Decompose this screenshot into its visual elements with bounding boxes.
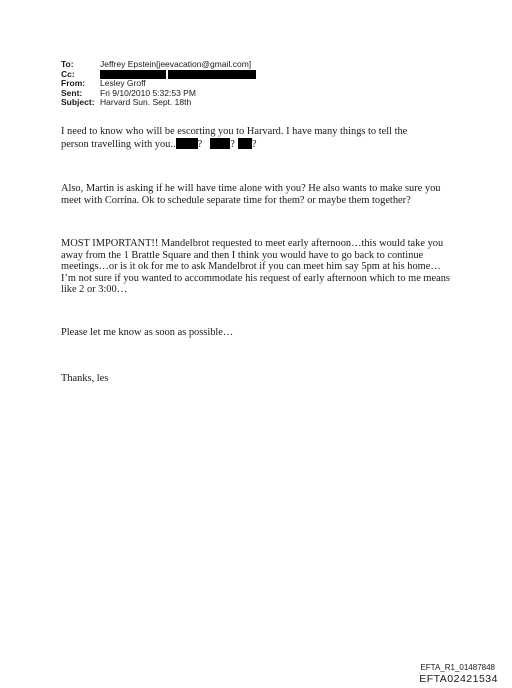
subject-value: Harvard Sun. Sept. 18th [100,97,192,108]
p1-q3: ? [251,138,257,150]
subject-label: Subject: [61,97,95,108]
to-label: To: [61,59,74,69]
cc-row [61,70,256,80]
sent-label: Sent: [61,87,83,98]
p5-text: Thanks, les [61,373,109,384]
to-value[interactable]: Jeffrey Epstein[jeevacation@gmail.com] [100,59,252,69]
from-value: Lesley Groff [100,78,146,89]
p3-text: MOST IMPORTANT!! Mandelbrot requested to meet early afternoon…this would take you away from the 1 Brattle Square and then I think you would have to go back to continue meetings…or is it ok for me to ask Mandelbrot if you can meet him say 5pm at his home…I’m not sure if you wanted to accommodate his request of early afternoon which to me means like 2 or 3:00… [61,238,450,296]
sent-value: Fri 9/10/2010 5:32:53 PM [100,87,196,98]
p1-text: I need to know who will be escorting you to Harvard. I have many things to tell the person travelling with you.. [61,126,408,150]
email-header [61,60,256,108]
cc-redaction-2 [168,70,256,79]
paragraph-1 [61,126,431,150]
bates-number-2: EFTA02421534 [419,673,498,685]
p4-text: Please let me know as soon as possible… [61,327,234,338]
p2-text: Also, Martin is asking if he will have time alone with you? He also wants to make sure you meet with Corrina. Ok to schedule separate time for them? or maybe them together? [61,183,441,206]
paragraph-5 [61,373,455,385]
paragraph-3 [61,238,455,296]
paragraph-4 [61,327,455,339]
cc-label: Cc: [61,68,75,79]
to-row [61,60,256,70]
from-label: From: [61,78,86,89]
subject-row [61,98,256,108]
bates-number-1: EFTA_R1_01487848 [420,663,495,672]
redaction-1 [176,138,198,149]
paragraph-2 [61,183,455,206]
redaction-3 [238,138,252,149]
p1-q2: ? [230,138,235,150]
redaction-2 [210,138,230,149]
p1-q1: ? [197,138,203,150]
